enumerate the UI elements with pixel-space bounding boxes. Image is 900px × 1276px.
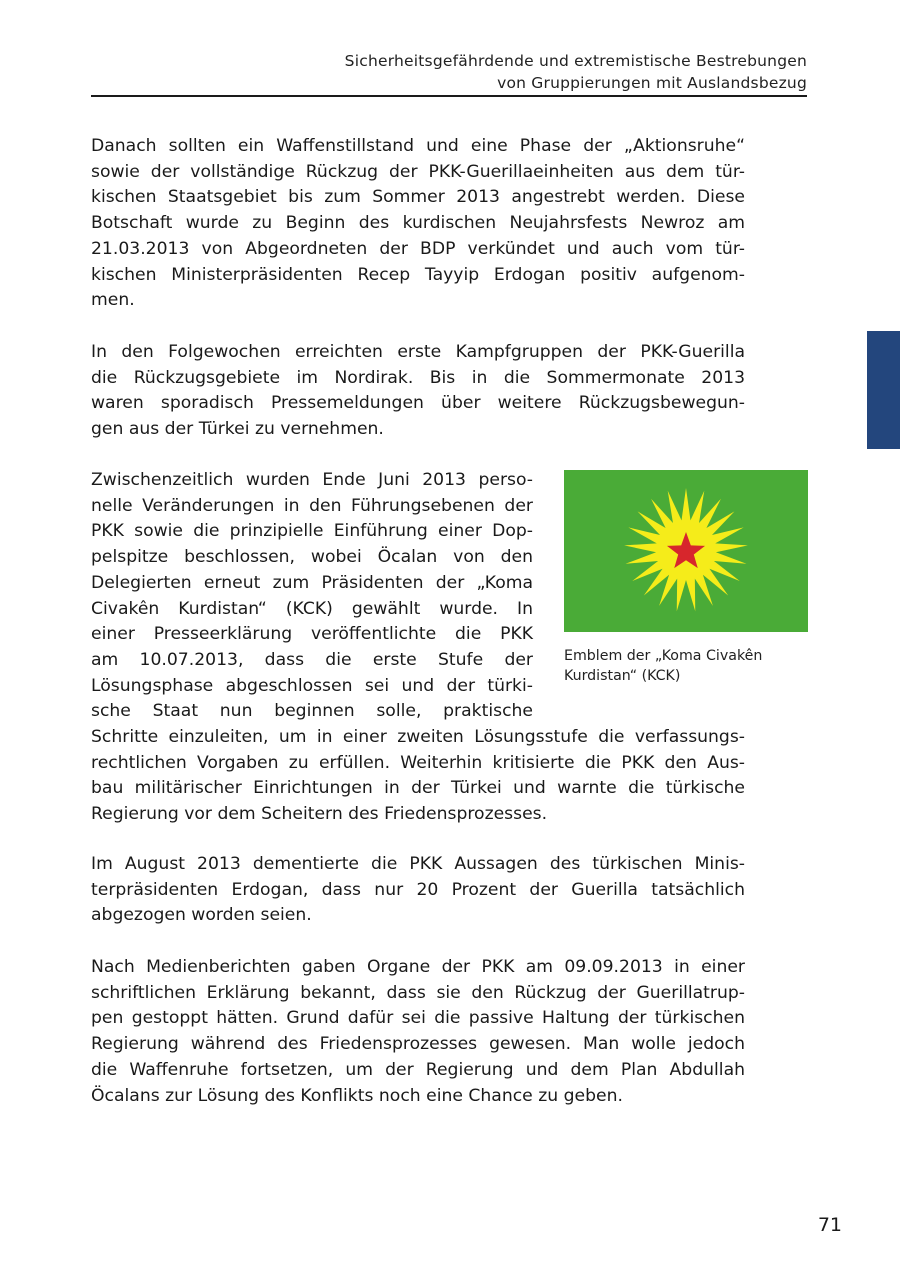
text-line: Civakên Kurdistan“ (KCK) gewählt wurde. In — [91, 598, 533, 619]
paragraph-3-beside-figure — [91, 468, 533, 725]
text-line: Öcalans zur Lösung des Konflikts noch eine Chance zu geben. — [91, 1085, 623, 1106]
text-line: die Waffenruhe fortsetzen, um der Regierung und dem Plan Abdullah — [91, 1059, 745, 1080]
text-line: pelspitze beschlossen, wobei Öcalan von den — [91, 547, 533, 568]
paragraph-4 — [91, 852, 745, 929]
paragraph-5 — [91, 955, 745, 1109]
text-line: sowie der vollständige Rückzug der PKK-Guerillaeinheiten aus dem tür- — [91, 161, 745, 182]
text-line: nelle Veränderungen in den Führungsebenen der — [91, 495, 533, 516]
text-line: In den Folgewochen erreichten erste Kampfgruppen der PKK-Guerilla — [91, 342, 745, 362]
running-header-line-2: von Gruppierungen mit Auslandsbezug — [497, 74, 807, 92]
page-number: 71 — [817, 1214, 842, 1236]
caption-line: Kurdistan“ (KCK) — [564, 668, 681, 684]
text-line: am 10.07.2013, dass die erste Stufe der — [91, 649, 533, 670]
text-line: die Rückzugsgebiete im Nordirak. Bis in die Sommermonate 2013 — [91, 367, 745, 388]
figure-caption — [564, 646, 808, 686]
chapter-side-tab — [867, 331, 900, 449]
caption-line: Emblem der „Koma Civakên — [564, 648, 763, 664]
text-line: abgezogen worden seien. — [91, 905, 312, 926]
text-line: Zwischenzeitlich wurden Ende Juni 2013 perso- — [91, 470, 533, 490]
text-line: rechtlichen Vorgaben zu erfüllen. Weiterhin kritisierte die PKK den Aus- — [91, 752, 745, 773]
text-line: sche Staat nun beginnen solle, praktische — [91, 701, 533, 722]
text-line: Delegierten erneut zum Präsidenten der „Koma — [91, 572, 533, 593]
kck-emblem-flag-icon — [564, 470, 808, 632]
text-line: Im August 2013 dementierte die PKK Aussagen des türkischen Minis- — [91, 854, 745, 874]
text-line: Nach Medienberichten gaben Organe der PKK am 09.09.2013 in einer — [91, 957, 745, 977]
flag-graphic — [564, 470, 808, 632]
running-header-line-1: Sicherheitsgefährdende und extremistische Bestrebungen — [344, 52, 807, 70]
header-rule — [91, 95, 807, 97]
text-line: waren sporadisch Pressemeldungen über weitere Rückzugsbewegun- — [91, 393, 745, 414]
text-line: einer Presseerklärung veröffentlichte die PKK — [91, 624, 533, 645]
paragraph-2 — [91, 340, 745, 443]
text-line: Lösungsphase abgeschlossen sei und der türki- — [91, 675, 533, 696]
text-line: 21.03.2013 von Abgeordneten der BDP verkündet und auch vom tür- — [91, 238, 745, 259]
text-line: gen aus der Türkei zu vernehmen. — [91, 419, 384, 440]
text-line: Schritte einzuleiten, um in einer zweiten Lösungsstufe die verfassungs- — [91, 727, 745, 747]
running-header — [91, 50, 807, 94]
paragraph-1 — [91, 134, 745, 314]
text-line: Botschaft wurde zu Beginn des kurdischen Neujahrsfests Newroz am — [91, 213, 745, 234]
paragraph-3-continued — [91, 725, 745, 828]
text-line: Regierung während des Friedensprozesses gewesen. Man wolle jedoch — [91, 1034, 745, 1055]
text-line: PKK sowie die prinzipielle Einführung einer Dop- — [91, 521, 533, 542]
text-line: men. — [91, 290, 135, 311]
text-line: Danach sollten ein Waffenstillstand und eine Phase der „Aktionsruhe“ — [91, 136, 745, 156]
text-line: bau militärischer Einrichtungen in der Türkei und warnte die türkische — [91, 778, 745, 799]
text-line: kischen Staatsgebiet bis zum Sommer 2013 angestrebt werden. Diese — [91, 187, 745, 208]
text-line: Regierung vor dem Scheitern des Friedensprozesses. — [91, 804, 548, 825]
text-line: kischen Ministerpräsidenten Recep Tayyip Erdogan positiv aufgenom- — [91, 264, 745, 285]
text-line: schriftlichen Erklärung bekannt, dass sie den Rückzug der Guerillatrup- — [91, 982, 745, 1003]
text-line: terpräsidenten Erdogan, dass nur 20 Prozent der Guerilla tatsächlich — [91, 879, 745, 900]
text-line: pen gestoppt hätten. Grund dafür sei die passive Haltung der türkischen — [91, 1008, 745, 1029]
